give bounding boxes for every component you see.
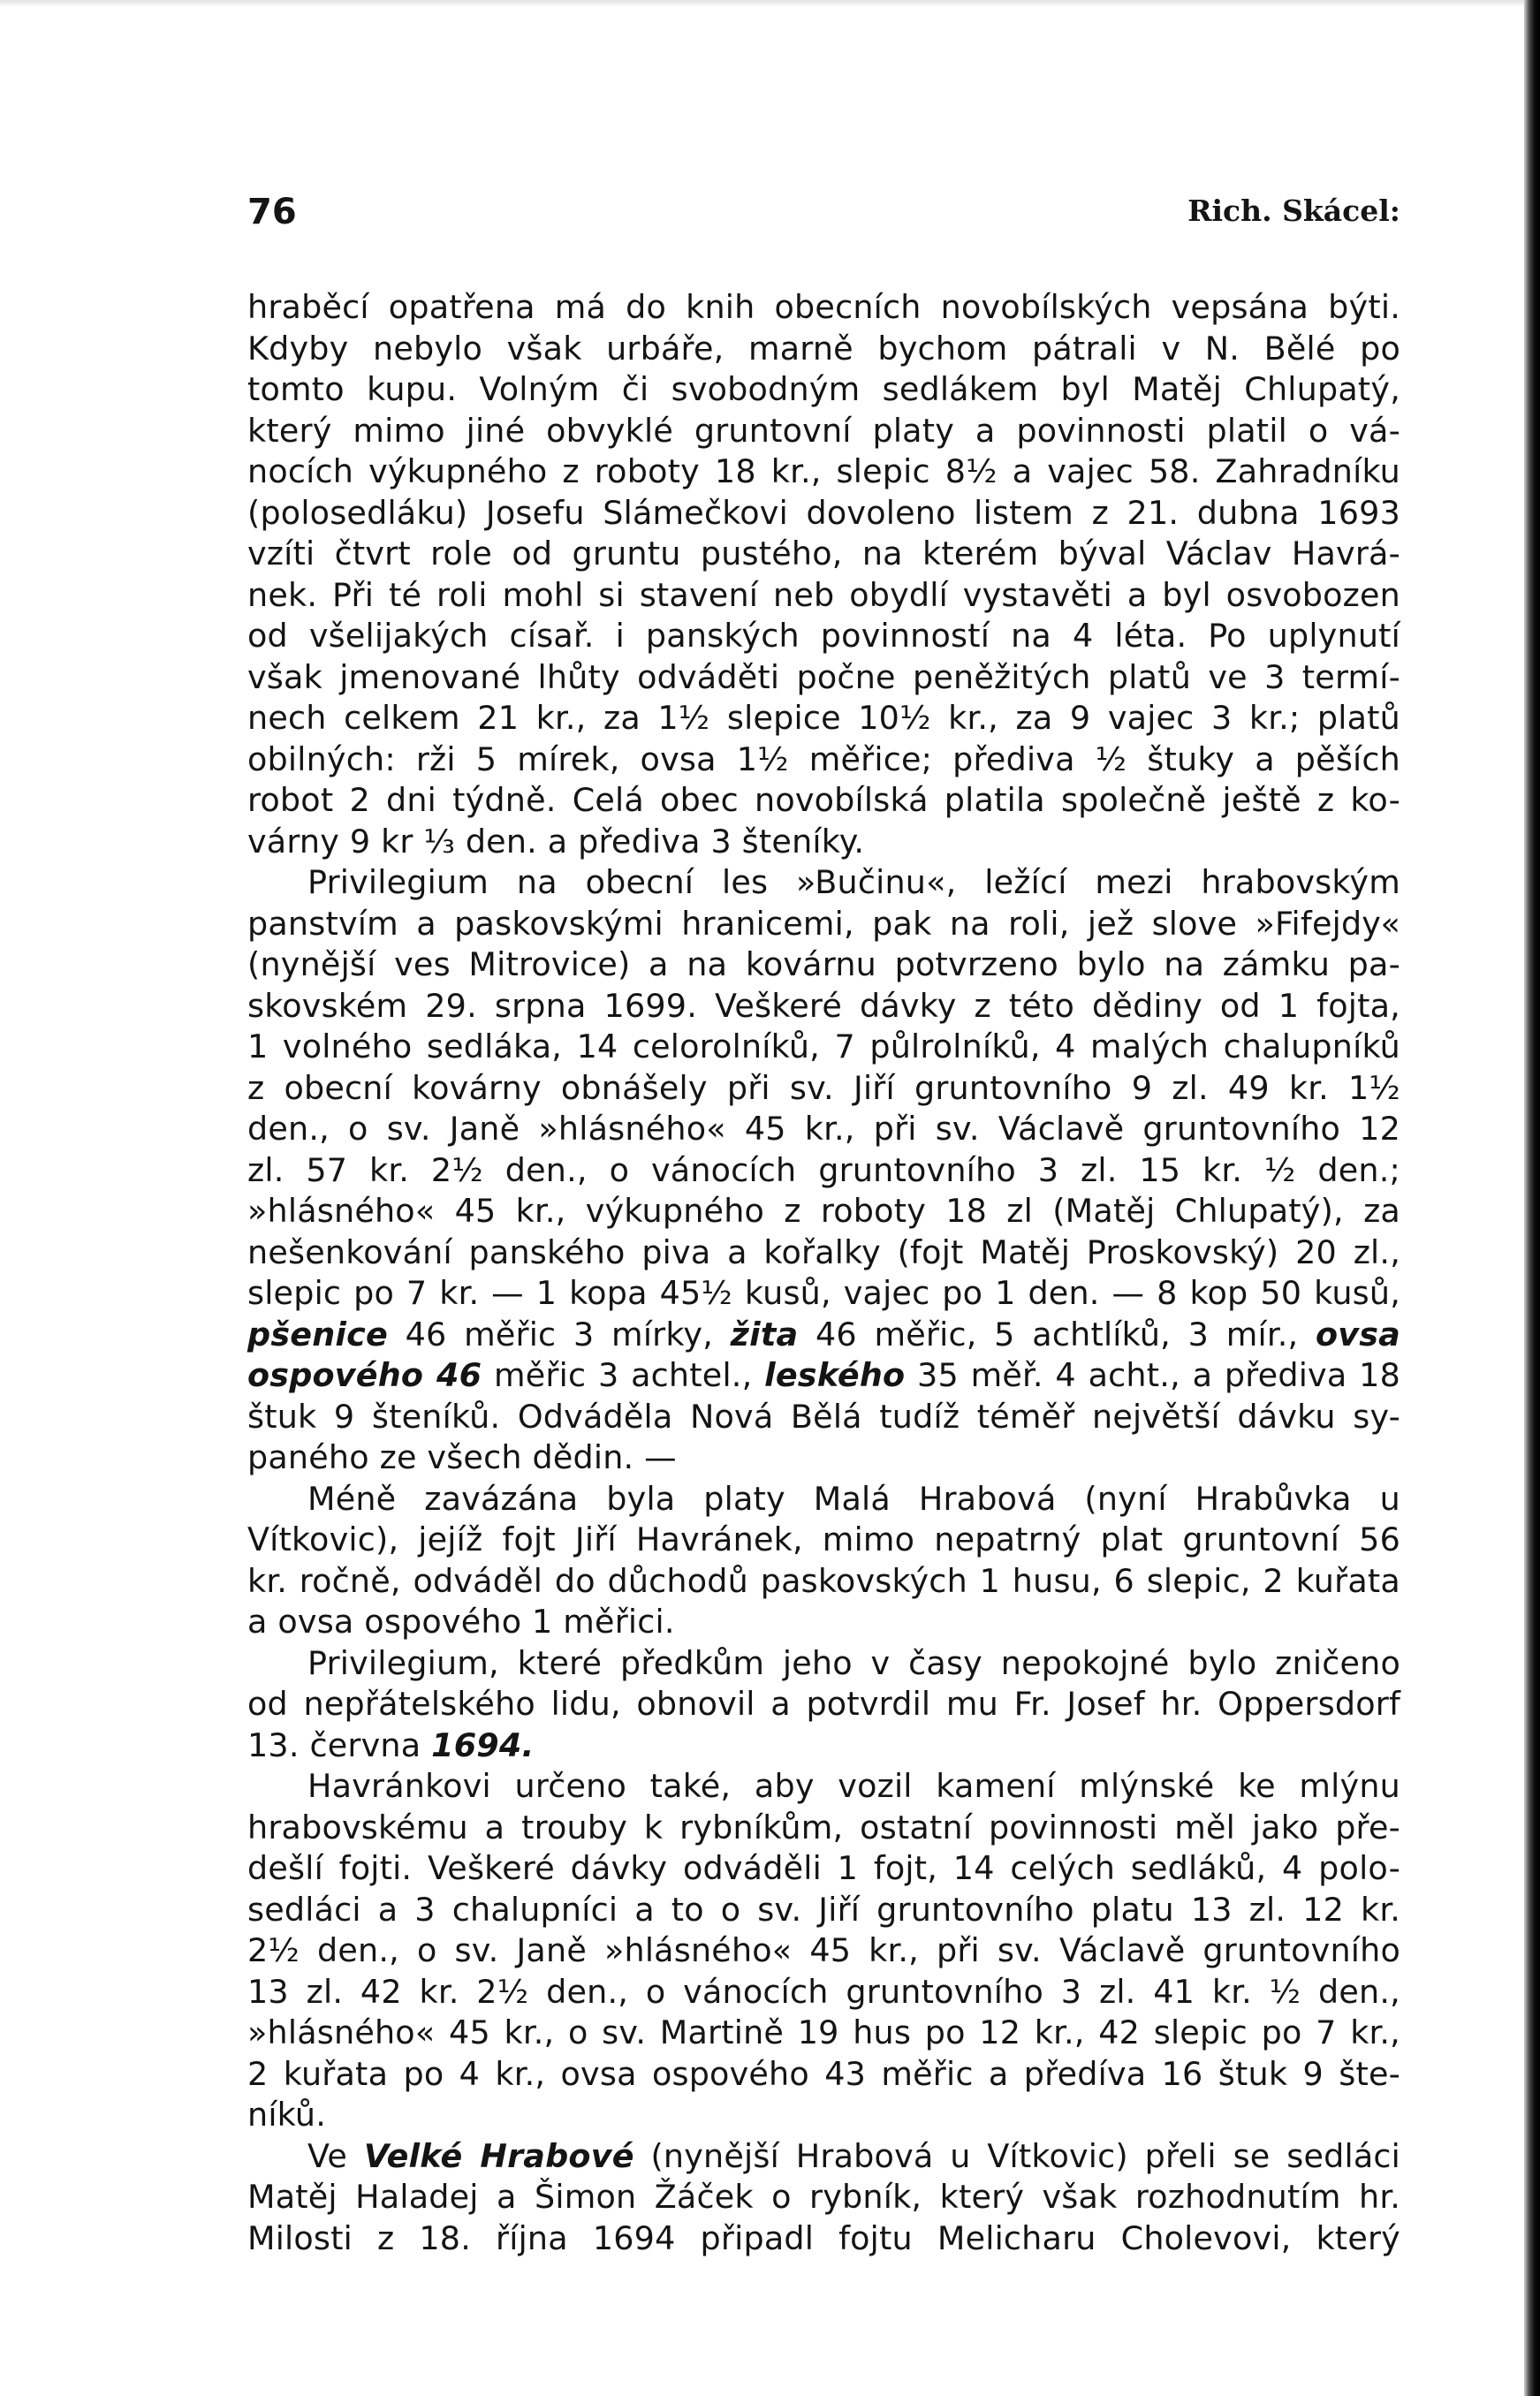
text-line: zl. 57 kr. 2½ den., o vánocích gruntovního 3 zl. 15 kr. ½ den.; (247, 1150, 1400, 1189)
text-line: od všelijakých císař. i panských povinností na 4 léta. Po uplynutí (247, 617, 1400, 655)
text-line (247, 2136, 1400, 2178)
text-line: sedláci a 3 chalupníci a to o sv. Jiří gruntovního platu 13 zl. 12 kr. (247, 1890, 1400, 1929)
text-line: níků. (247, 2096, 327, 2134)
emphasis-text: pšenice (247, 1315, 388, 1353)
text-line: tomto kupu. Volným či svobodným sedlákem byl Matěj Chlupatý, (247, 370, 1400, 408)
text-line: 1 volného sedláka, 14 celorolníků, 7 půlrolníků, 4 malých chalupníků (247, 1027, 1400, 1065)
text-line: nešenkování panského piva a kořalky (fojt Matěj Proskovský) 20 zl., (247, 1232, 1400, 1271)
emphasis-text: 1694. (431, 1725, 535, 1764)
scan-edge-shadow (1524, 0, 1540, 2396)
text-line: Méně zavázána byla platy Malá Hrabová (nyní Hrabůvka u (307, 1479, 1400, 1518)
text-line: slepic po 7 kr. — 1 kopa 45½ kusů, vajec po 1 den. — 8 kop 50 kusů, (247, 1274, 1400, 1312)
emphasis-text: leského (764, 1356, 906, 1394)
text-line: Privilegium na obecní les »Bučinu«, ležící mezi hrabovským (307, 863, 1400, 901)
text-line: Privilegium, které předkům jeho v časy nepokojné bylo zničeno (307, 1643, 1400, 1682)
page-number: 76 (247, 192, 297, 232)
scan-top-shadow (0, 0, 1540, 7)
text-line: skovském 29. srpna 1699. Veškeré dávky z této dědiny od 1 fojta, (247, 986, 1400, 1025)
text-line: však jmenované lhůty odváděti počne peněžitých platů ve 3 termí- (247, 657, 1400, 696)
text-line: a ovsa ospového 1 měřici. (247, 1603, 675, 1641)
text-line: robot 2 dni týdně. Celá obec novobílská platila společně ještě z ko- (247, 781, 1400, 819)
text-line: od nepřátelského lidu, obnovil a potvrdil mu Fr. Josef hr. Oppersdorf (247, 1685, 1400, 1723)
text-line: nek. Při té roli mohl si stavení neb obydlí vystavěti a byl osvobozen (247, 575, 1400, 614)
text-line: paného ze všech dědin. — (247, 1438, 677, 1476)
text-line: panstvím a paskovskými hranicemi, pak na roli, jež slove »Fifejdy« (247, 904, 1400, 943)
text-line: Matěj Haladej a Šimon Žáček o rybník, který však rozhodnutím hr. (247, 2178, 1400, 2216)
emphasis-text: Velké Hrabové (363, 2136, 634, 2175)
text-line: »hlásného« 45 kr., výkupného z roboty 18 zl (Matěj Chlupatý), za (247, 1192, 1400, 1230)
text-segment: (nynější Hrabová u Vítkovic) přeli se sedláci (633, 2136, 1401, 2175)
text-line: obilných: rži 5 mírek, ovsa 1½ měřice; přediva ½ štuky a pěších (247, 739, 1400, 778)
text-line: Milosti z 18. října 1694 připadl fojtu Melicharu Cholevovi, který (247, 2218, 1400, 2257)
text-segment: 35 měř. 4 acht., a přediva 18 (905, 1356, 1400, 1394)
text-segment: měřic 3 achtel., (482, 1356, 765, 1394)
emphasis-text: ospového 46 (247, 1356, 482, 1394)
running-head: Rich. Skácel: (1187, 193, 1400, 228)
text-line: štuk 9 šteníků. Odváděla Nová Bělá tudíž téměř největší dávku sy- (247, 1397, 1400, 1436)
text-segment: 13. června (247, 1725, 432, 1764)
text-line: (nynější ves Mitrovice) a na kovárnu potvrzeno bylo na zámku pa- (247, 945, 1400, 983)
text-segment: Ve (307, 2136, 364, 2175)
text-line (247, 1315, 1400, 1356)
text-line: dešlí fojti. Veškeré dávky odváděli 1 fojt, 14 celých sedláků, 4 polo- (247, 1849, 1400, 1887)
text-line: 13 zl. 42 kr. 2½ den., o vánocích gruntovního 3 zl. 41 kr. ½ den., (247, 1972, 1400, 2011)
text-line: vzíti čtvrt role od gruntu pustého, na kterém býval Václav Havrá- (247, 535, 1400, 572)
text-line: který mimo jiné obvyklé gruntovní platy a povinnosti platil o vá- (247, 411, 1400, 450)
text-line: Vítkovic), jejíž fojt Jiří Havránek, mimo nepatrný plat gruntovní 56 (247, 1520, 1400, 1558)
book-page (247, 181, 1401, 2257)
text-segment: 46 měřic, 5 achtlíků, 3 mír., (798, 1315, 1316, 1353)
text-line: »hlásného« 45 kr., o sv. Martině 19 hus po 12 kr., 42 slepic po 7 kr., (247, 2013, 1400, 2051)
text-line: nech celkem 21 kr., za 1½ slepice 10½ kr., za 9 vajec 3 kr.; platů (247, 699, 1400, 737)
text-line: den., o sv. Janě »hlásného« 45 kr., při sv. Václavě gruntovního 12 (247, 1110, 1400, 1148)
text-line: Kdyby nebylo však urbáře, marně bychom pátrali v N. Bělé po (247, 329, 1400, 368)
text-line (247, 1725, 1400, 1767)
text-line: hraběcí opatřena má do knih obecních novobílských vepsána býti. (247, 288, 1400, 326)
page-header (247, 181, 1400, 234)
text-segment: 46 měřic 3 mírky, (387, 1315, 731, 1353)
text-line (247, 1355, 1400, 1397)
text-line: hrabovskému a trouby k rybníkům, ostatní povinnosti měl jako pře- (247, 1808, 1400, 1846)
text-line: 2 kuřata po 4 kr., ovsa ospového 43 měřic a předíva 16 štuk 9 šte- (247, 2054, 1400, 2093)
emphasis-text: žita (730, 1315, 799, 1353)
body-text (247, 287, 1400, 2259)
text-line: várny 9 kr ⅓ den. a přediva 3 šteníky. (247, 822, 865, 861)
emphasis-text: ovsa (1315, 1315, 1400, 1353)
text-line: z obecní kovárny obnášely při sv. Jiří gruntovního 9 zl. 49 kr. 1½ (247, 1068, 1400, 1107)
text-line: Havránkovi určeno také, aby vozil kamení mlýnské ke mlýnu (307, 1767, 1400, 1805)
text-line: kr. ročně, odváděl do důchodů paskovských 1 husu, 6 slepic, 2 kuřata (247, 1561, 1400, 1600)
text-line: (polosedláku) Josefu Slámečkovi dovoleno listem z 21. dubna 1693 (247, 493, 1400, 532)
text-line: 2½ den., o sv. Janě »hlásného« 45 kr., při sv. Václavě gruntovního (247, 1931, 1400, 1969)
text-line: nocích výkupného z roboty 18 kr., slepic 8½ a vajec 58. Zahradníku (247, 452, 1400, 490)
